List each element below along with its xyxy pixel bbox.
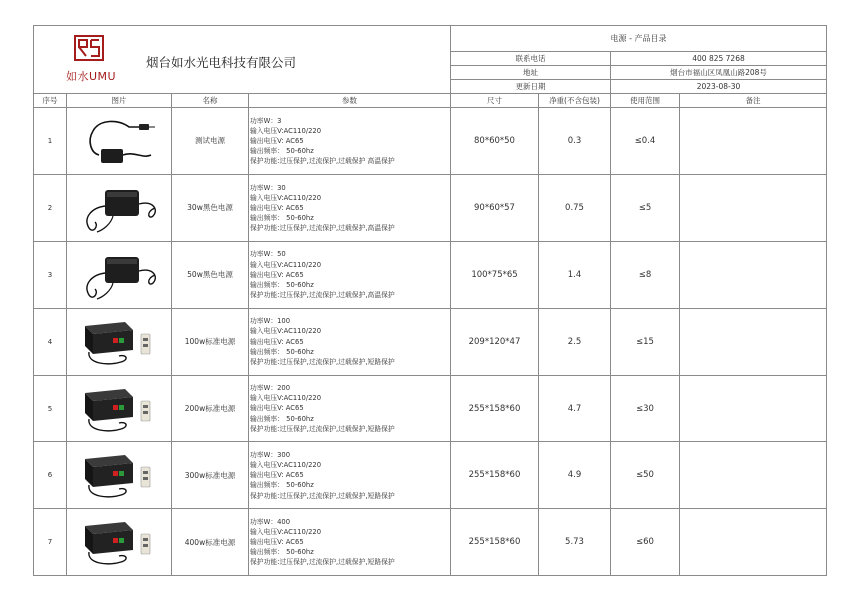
param-line: 输入电压V:AC110/220: [250, 193, 322, 202]
table-row: [34, 509, 827, 576]
column-header-index: 序号: [34, 94, 67, 108]
table-row: [34, 174, 827, 241]
table-row: [34, 108, 827, 175]
cell-params: [249, 509, 451, 576]
cell-index: 4: [34, 308, 67, 375]
param-line: 保护功能:过压保护,过流保护,过载保护,短路保护: [250, 558, 395, 567]
cell-weight: 0.3: [539, 108, 611, 175]
param-line: 保护功能:过压保护,过流保护,过载保护,短路保护: [250, 357, 395, 366]
contact-label: 联系电话: [451, 52, 611, 66]
param-line: 输出电压V: AC65: [250, 538, 304, 547]
cell-image: [67, 174, 172, 241]
cell-name: 200w标准电源: [172, 375, 249, 442]
param-line: 输出电压V: AC65: [250, 136, 304, 145]
company-name: 烟台如水光电科技有限公司: [146, 55, 297, 70]
cell-range: ≤60: [611, 509, 680, 576]
param-line: 保护功能:过压保护,过流保护,过载保护,短路保护: [250, 491, 395, 500]
cell-image: [67, 375, 172, 442]
cell-params: [249, 442, 451, 509]
cell-range: ≤50: [611, 442, 680, 509]
cell-weight: 2.5: [539, 308, 611, 375]
product-image: [67, 178, 171, 238]
column-header-name: 名称: [172, 94, 249, 108]
param-line: 输出电压V: AC65: [250, 404, 304, 413]
cell-index: 5: [34, 375, 67, 442]
column-header-note: 备注: [680, 94, 827, 108]
column-header-params: 参数: [249, 94, 451, 108]
cell-image: [67, 108, 172, 175]
param-line: 输入电压V:AC110/220: [250, 394, 322, 403]
cell-name: 30w黑色电源: [172, 174, 249, 241]
param-line: 输出电压V: AC65: [250, 270, 304, 279]
catalog-title: 电源 - 产品目录: [451, 26, 827, 52]
cell-weight: 0.75: [539, 174, 611, 241]
column-header-range: 使用范围: [611, 94, 680, 108]
param-line: 功率W：200: [250, 384, 291, 393]
cell-name: 300w标准电源: [172, 442, 249, 509]
cell-note: [680, 241, 827, 308]
cell-params: [249, 375, 451, 442]
param-line: 输出频率： 50-60hz: [250, 347, 314, 356]
cell-index: 6: [34, 442, 67, 509]
cell-index: 7: [34, 509, 67, 576]
param-line: 输入电压V:AC110/220: [250, 327, 322, 336]
cell-weight: 1.4: [539, 241, 611, 308]
cell-image: [67, 442, 172, 509]
cell-name: 50w黑色电源: [172, 241, 249, 308]
cell-params: [249, 174, 451, 241]
cell-index: 2: [34, 174, 67, 241]
cell-image: [67, 308, 172, 375]
product-image: [67, 445, 171, 505]
param-line: 输出频率： 50-60hz: [250, 213, 314, 222]
param-line: 输出频率： 50-60hz: [250, 481, 314, 490]
cell-range: ≤0.4: [611, 108, 680, 175]
param-line: 输出电压V: AC65: [250, 337, 304, 346]
product-image: [67, 512, 171, 572]
param-line: 输入电压V:AC110/220: [250, 461, 322, 470]
cell-params: [249, 308, 451, 375]
address-label: 地址: [451, 66, 611, 80]
product-image: [67, 379, 171, 439]
param-line: 输入电压V:AC110/220: [250, 528, 322, 537]
param-line: 保护功能:过压保护,过流保护,过载保护 高温保护: [250, 157, 395, 166]
cell-range: ≤30: [611, 375, 680, 442]
cell-size: 80*60*50: [451, 108, 539, 175]
cell-name: 100w标准电源: [172, 308, 249, 375]
param-line: 保护功能:过压保护,过流保护,过载保护,短路保护: [250, 424, 395, 433]
table-row: [34, 442, 827, 509]
cell-weight: 5.73: [539, 509, 611, 576]
cell-index: 1: [34, 108, 67, 175]
cell-note: [680, 442, 827, 509]
cell-weight: 4.7: [539, 375, 611, 442]
date-value: 2023-08-30: [611, 80, 827, 94]
cell-name: 测试电源: [172, 108, 249, 175]
product-image: [67, 111, 171, 171]
cell-size: 209*120*47: [451, 308, 539, 375]
cell-weight: 4.9: [539, 442, 611, 509]
cell-size: 255*158*60: [451, 442, 539, 509]
param-line: 输出频率： 50-60hz: [250, 414, 314, 423]
table-row: [34, 241, 827, 308]
param-line: 功率W：300: [250, 451, 291, 460]
product-image: [67, 312, 171, 372]
column-header-image: 图片: [67, 94, 172, 108]
param-line: 输出电压V: AC65: [250, 471, 304, 480]
column-header-row: [34, 94, 827, 108]
date-label: 更新日期: [451, 80, 611, 94]
cell-note: [680, 308, 827, 375]
param-line: 功率W：400: [250, 518, 291, 527]
param-line: 功率W：30: [250, 183, 286, 192]
param-line: 输出电压V: AC65: [250, 203, 304, 212]
catalog-sheet: [33, 25, 826, 576]
param-line: 输入电压V:AC110/220: [250, 126, 322, 135]
company-logo-icon: [74, 35, 104, 61]
param-line: 功率W：3: [250, 116, 282, 125]
cell-note: [680, 174, 827, 241]
param-line: 输入电压V:AC110/220: [250, 260, 322, 269]
param-line: 保护功能:过压保护,过流保护,过载保护,高温保护: [250, 223, 395, 232]
column-header-weight: 净重(不含包装): [539, 94, 611, 108]
cell-size: 90*60*57: [451, 174, 539, 241]
param-line: 保护功能:过压保护,过流保护,过载保护,高温保护: [250, 290, 395, 299]
cell-size: 255*158*60: [451, 375, 539, 442]
cell-params: [249, 108, 451, 175]
logo-text: 如水UMU: [66, 70, 117, 83]
cell-image: [67, 509, 172, 576]
cell-range: ≤8: [611, 241, 680, 308]
cell-params: [249, 241, 451, 308]
cell-note: [680, 509, 827, 576]
cell-size: 100*75*65: [451, 241, 539, 308]
table-row: [34, 375, 827, 442]
param-line: 功率W：50: [250, 250, 286, 259]
company-header: [34, 26, 451, 94]
param-line: 功率W：100: [250, 317, 291, 326]
cell-index: 3: [34, 241, 67, 308]
cell-range: ≤5: [611, 174, 680, 241]
cell-size: 255*158*60: [451, 509, 539, 576]
address-value: 烟台市福山区凤凰山路208号: [611, 66, 827, 80]
cell-note: [680, 375, 827, 442]
param-line: 输出频率： 50-60hz: [250, 280, 314, 289]
param-line: 输出频率： 50-60hz: [250, 548, 314, 557]
cell-range: ≤15: [611, 308, 680, 375]
param-line: 输出频率： 50-60hz: [250, 146, 314, 155]
contact-value: 400 825 7268: [611, 52, 827, 66]
product-table: [33, 25, 827, 576]
cell-note: [680, 108, 827, 175]
cell-image: [67, 241, 172, 308]
cell-name: 400w标准电源: [172, 509, 249, 576]
product-image: [67, 245, 171, 305]
table-row: [34, 308, 827, 375]
column-header-size: 尺寸: [451, 94, 539, 108]
